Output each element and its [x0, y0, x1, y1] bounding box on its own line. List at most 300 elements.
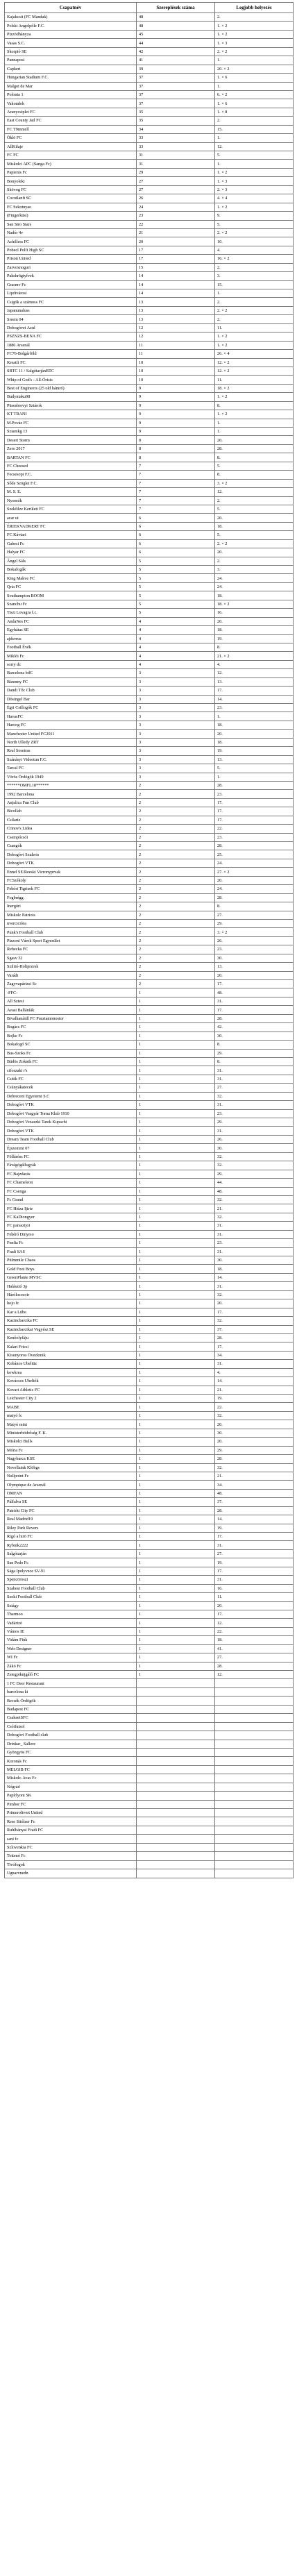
best-placement-cell: 32. — [215, 1092, 294, 1100]
best-placement-cell: 31. — [215, 1247, 294, 1256]
best-placement-cell: 4. — [215, 246, 294, 254]
best-placement-cell: 5. — [215, 220, 294, 228]
team-name-cell: Dobogóvi Vasgyár Torna Klub 1910 — [5, 1109, 137, 1118]
best-placement-cell: 4. × 4 — [215, 194, 294, 203]
table-row — [5, 816, 294, 824]
best-placement-cell — [215, 1705, 294, 1713]
team-name-cell: Pülmmile Chaos — [5, 1256, 137, 1265]
table-row — [5, 539, 294, 548]
best-placement-cell: 29. — [215, 919, 294, 927]
team-name-cell: sani fc — [5, 1835, 137, 1843]
best-placement-cell — [215, 1731, 294, 1740]
table-body — [5, 13, 294, 1878]
best-placement-cell: 32. — [215, 1213, 294, 1221]
table-row — [5, 876, 294, 884]
appearances-cell: 1 — [137, 1386, 215, 1394]
team-name-cell: Real Madrid19 — [5, 1515, 137, 1524]
appearances-cell: 1 — [137, 1290, 215, 1299]
appearances-cell: 27 — [137, 177, 215, 185]
best-placement-cell — [215, 1714, 294, 1722]
appearances-cell: 13 — [137, 315, 215, 323]
table-row — [5, 134, 294, 142]
best-placement-cell: 2. — [215, 298, 294, 306]
table-row — [5, 341, 294, 349]
appearances-cell — [137, 1740, 215, 1748]
table-row — [5, 151, 294, 160]
team-name-cell: Dobogóvi Szuleris — [5, 850, 137, 859]
best-placement-cell: 1. × 2 — [215, 30, 294, 38]
appearances-cell: 1 — [137, 1671, 215, 1679]
appearances-cell: 1 — [137, 1368, 215, 1377]
team-name-cell: MABE — [5, 1403, 137, 1411]
best-placement-cell — [215, 1687, 294, 1696]
appearances-cell: 5 — [137, 582, 215, 591]
table-row — [5, 479, 294, 487]
best-placement-cell — [215, 1679, 294, 1687]
team-name-cell: Achilless FC — [5, 237, 137, 246]
best-placement-cell — [215, 1869, 294, 1878]
table-row — [5, 1533, 294, 1541]
table-row — [5, 1662, 294, 1670]
team-name-cell: Pimbor FC — [5, 1800, 137, 1808]
team-name-cell: Bojke Fc — [5, 1032, 137, 1040]
appearances-cell: 6 — [137, 522, 215, 530]
table-row — [5, 1006, 294, 1014]
table-row — [5, 1429, 294, 1437]
appearances-cell — [137, 1826, 215, 1834]
appearances-cell: 5 — [137, 574, 215, 582]
best-placement-cell: 1. — [215, 56, 294, 65]
team-name-cell: Bogács FC — [5, 1023, 137, 1032]
table-row — [5, 936, 294, 945]
best-placement-cell: 16. × 2 — [215, 255, 294, 263]
appearances-cell: 2 — [137, 911, 215, 919]
appearances-cell: 2 — [137, 790, 215, 798]
table-row — [5, 928, 294, 936]
team-name-cell: SBTC 11 / SalgótarjánBTC — [5, 367, 137, 375]
appearances-cell: 5 — [137, 591, 215, 600]
best-placement-cell: 5. — [215, 764, 294, 773]
appearances-cell: 1 — [137, 1455, 215, 1463]
table-row — [5, 1549, 294, 1558]
best-placement-cell: 24. — [215, 582, 294, 591]
team-name-cell: Leichester City 2 — [5, 1395, 137, 1403]
table-row — [5, 954, 294, 962]
appearances-cell — [137, 1792, 215, 1800]
appearances-cell: 9 — [137, 401, 215, 410]
team-name-cell: Sziágy — [5, 1601, 137, 1610]
best-placement-cell: 20. × 2 — [215, 65, 294, 73]
best-placement-cell: 30. — [215, 1256, 294, 1265]
team-name-cell: Tarcal FC — [5, 764, 137, 773]
best-placement-cell: 5. — [215, 151, 294, 160]
team-name-cell: Nyomók — [5, 496, 137, 505]
team-name-cell: Büdös Zoknik FC — [5, 1057, 137, 1066]
appearances-cell — [137, 1687, 215, 1696]
table-row — [5, 306, 294, 314]
table-row — [5, 1308, 294, 1316]
appearances-cell: 3 — [137, 755, 215, 764]
table-row — [5, 1671, 294, 1679]
table-row — [5, 798, 294, 807]
best-placement-cell: 17. — [215, 687, 294, 695]
team-name-cell: Zsiegpiknjgáló FC — [5, 1671, 137, 1679]
appearances-cell: 1 — [137, 1118, 215, 1127]
appearances-cell: 5 — [137, 566, 215, 574]
best-placement-cell: 31. — [215, 1066, 294, 1075]
best-placement-cell: 28. — [215, 1014, 294, 1022]
best-placement-cell — [215, 1835, 294, 1843]
table-row — [5, 428, 294, 436]
table-row — [5, 1740, 294, 1748]
appearances-cell: 11 — [137, 341, 215, 349]
best-placement-cell: 8. — [215, 401, 294, 410]
team-name-cell: Ugnarvnedn — [5, 1869, 137, 1878]
team-name-cell: Dobogóvi Football club — [5, 1731, 137, 1740]
appearances-cell: 1 — [137, 1049, 215, 1057]
table-row — [5, 548, 294, 557]
appearances-cell: 39 — [137, 65, 215, 73]
appearances-cell: 1 — [137, 1247, 215, 1256]
table-row — [5, 643, 294, 651]
team-name-cell: Sziamkg 13 — [5, 428, 137, 436]
appearances-cell: 2 — [137, 945, 215, 954]
best-placement-cell: 27. — [215, 1549, 294, 1558]
best-placement-cell: 28. — [215, 781, 294, 789]
appearances-cell — [137, 1748, 215, 1756]
appearances-cell: 10 — [137, 376, 215, 384]
best-placement-cell: 18. — [215, 1636, 294, 1644]
team-name-cell: Fc Grand — [5, 1195, 137, 1204]
appearances-cell: 45 — [137, 30, 215, 38]
team-name-cell: All Sztesi — [5, 997, 137, 1005]
team-name-cell: Tivófogok — [5, 1860, 137, 1869]
best-placement-cell: 27. — [215, 1653, 294, 1662]
appearances-cell: 1 — [137, 1524, 215, 1532]
team-name-cell: nvercicióra — [5, 919, 137, 927]
appearances-cell: 1 — [137, 1576, 215, 1584]
appearances-cell: 2 — [137, 859, 215, 867]
team-name-cell: 1886 Arsenál — [5, 341, 137, 349]
team-name-cell: Csempócsói — [5, 833, 137, 841]
best-placement-cell — [215, 1852, 294, 1860]
appearances-cell: 3 — [137, 738, 215, 746]
team-name-cell: Csangók — [5, 842, 137, 850]
team-name-cell: Drinkar_ Sallere — [5, 1740, 137, 1748]
column-header-best-placement: Legjobb helyezés — [215, 3, 294, 13]
appearances-cell — [137, 1697, 215, 1705]
best-placement-cell: 12. × 2 — [215, 367, 294, 375]
table-row — [5, 1438, 294, 1446]
table-row — [5, 1144, 294, 1152]
best-placement-cell: 2. — [215, 315, 294, 323]
table-row — [5, 842, 294, 850]
team-name-cell: Kenőolyfáju — [5, 1333, 137, 1342]
team-name-cell: ÉRIEKVADKERT FC — [5, 522, 137, 530]
appearances-cell: 41 — [137, 56, 215, 65]
appearances-cell: 20 — [137, 237, 215, 246]
team-name-cell: Lipótvárosi — [5, 289, 137, 298]
best-placement-cell: 5. — [215, 531, 294, 539]
appearances-cell: 1 — [137, 1084, 215, 1092]
best-placement-cell: 4. — [215, 660, 294, 668]
team-name-cell: Fecsesopi F.C. — [5, 471, 137, 479]
table-row — [5, 13, 294, 22]
table-row — [5, 1256, 294, 1265]
table-row — [5, 471, 294, 479]
team-name-cell: Ruhlbányai Fradi FC — [5, 1826, 137, 1834]
best-placement-cell: 11. — [215, 1593, 294, 1601]
best-placement-cell: 3. × 2 — [215, 928, 294, 936]
team-name-cell: San Siro Stars — [5, 220, 137, 228]
table-row — [5, 988, 294, 997]
appearances-cell: 15 — [137, 263, 215, 271]
best-placement-cell: 32. — [215, 1195, 294, 1204]
table-row — [5, 738, 294, 746]
team-name-cell: North Ulledy ZRT — [5, 738, 137, 746]
team-name-cell: Vidám Fiúk — [5, 1636, 137, 1644]
column-header-appearances: Szereplések száma — [137, 3, 215, 13]
best-placement-cell: 1. — [215, 82, 294, 90]
appearances-cell: 1 — [137, 1463, 215, 1472]
table-row — [5, 237, 294, 246]
best-placement-cell: 15. — [215, 125, 294, 133]
best-placement-cell: 19. — [215, 1558, 294, 1567]
table-row — [5, 212, 294, 220]
best-placement-cell: 1. × 3 — [215, 39, 294, 47]
appearances-cell — [137, 1731, 215, 1740]
best-placement-cell: 27. — [215, 911, 294, 919]
table-row — [5, 1299, 294, 1308]
best-placement-cell — [215, 1809, 294, 1817]
best-placement-cell: 20. — [215, 617, 294, 625]
team-name-cell: Varádi — [5, 971, 137, 979]
table-row — [5, 1774, 294, 1783]
appearances-cell: 1 — [137, 1213, 215, 1221]
appearances-cell: 5 — [137, 609, 215, 617]
team-name-cell: East County Jail FC — [5, 117, 137, 125]
table-row — [5, 1506, 294, 1515]
team-name-cell: Bus-Szoks Fc — [5, 1049, 137, 1057]
table-row — [5, 1109, 294, 1118]
team-name-cell: Papienis Fc — [5, 168, 137, 176]
team-name-cell: Dobogóvi VTK — [5, 859, 137, 867]
table-row — [5, 980, 294, 988]
team-name-cell: Football Évék — [5, 643, 137, 651]
appearances-cell: 1 — [137, 1135, 215, 1143]
best-placement-cell: 19. — [215, 634, 294, 643]
appearances-cell: 3 — [137, 747, 215, 755]
table-row — [5, 1731, 294, 1740]
team-name-cell: FC Cheesed — [5, 462, 137, 470]
table-row — [5, 1826, 294, 1834]
best-placement-cell: 12. — [215, 1619, 294, 1627]
table-row — [5, 30, 294, 38]
best-placement-cell: 31. — [215, 997, 294, 1005]
best-placement-cell: 23. — [215, 945, 294, 954]
appearances-cell — [137, 1757, 215, 1765]
best-placement-cell: 22. — [215, 1403, 294, 1411]
best-placement-cell: 1. × 8 — [215, 108, 294, 116]
table-row — [5, 807, 294, 816]
appearances-cell: 1 — [137, 1584, 215, 1592]
best-placement-cell: 3. × 2 — [215, 479, 294, 487]
appearances-cell — [137, 1705, 215, 1713]
table-row — [5, 1515, 294, 1524]
team-name-cell: Pizzödhányza — [5, 30, 137, 38]
table-row — [5, 168, 294, 176]
appearances-cell: 11 — [137, 350, 215, 358]
best-placement-cell: 28. — [215, 893, 294, 902]
table-row — [5, 367, 294, 375]
team-name-cell: (Fingerküsi) — [5, 212, 137, 220]
team-name-cell: Bokafogák — [5, 566, 137, 574]
appearances-cell: 26 — [137, 194, 215, 203]
table-row — [5, 1213, 294, 1221]
appearances-cell: 5 — [137, 600, 215, 608]
team-name-cell: ajdsvrus — [5, 634, 137, 643]
table-row — [5, 358, 294, 367]
team-name-cell: Öklö FC — [5, 134, 137, 142]
team-name-cell: Cocotlanfi SC — [5, 194, 137, 203]
table-row — [5, 1757, 294, 1765]
team-name-cell: Malgot de Mar — [5, 82, 137, 90]
appearances-cell: 1 — [137, 1593, 215, 1601]
table-row — [5, 1290, 294, 1299]
appearances-cell: 1 — [137, 1411, 215, 1420]
team-name-cell: Kisunyoros Övezkmik — [5, 1351, 137, 1359]
best-placement-cell: 17. — [215, 798, 294, 807]
appearances-cell: 14 — [137, 272, 215, 280]
table-row — [5, 289, 294, 298]
team-name-cell: Skorpió SE — [5, 47, 137, 56]
appearances-cell: 2 — [137, 885, 215, 893]
team-name-cell: Miskolci APC (Sanga Fc) — [5, 160, 137, 168]
table-row — [5, 1057, 294, 1066]
team-name-cell: -FFC- — [5, 988, 137, 997]
team-name-cell: Tiszi Lovagra f.c. — [5, 609, 137, 617]
best-placement-cell: 2. × 2 — [215, 539, 294, 548]
best-placement-cell: 29. — [215, 1049, 294, 1057]
best-placement-cell: 1. — [215, 773, 294, 781]
team-name-cell: Dobogóvi VTK — [5, 1101, 137, 1109]
best-placement-cell: 44. — [215, 1179, 294, 1187]
appearances-cell: 2 — [137, 876, 215, 884]
appearances-cell — [137, 1852, 215, 1860]
team-stats-table — [4, 2, 294, 1878]
appearances-cell: 3 — [137, 712, 215, 721]
team-name-cell: Vámos IE — [5, 1627, 137, 1635]
table-row — [5, 1792, 294, 1800]
table-row — [5, 868, 294, 876]
table-row — [5, 634, 294, 643]
best-placement-cell: 8. — [215, 902, 294, 911]
best-placement-cell: 42. — [215, 1023, 294, 1032]
best-placement-cell: 1. × 2 — [215, 168, 294, 176]
best-placement-cell: 30. — [215, 1032, 294, 1040]
table-row — [5, 617, 294, 625]
table-row — [5, 963, 294, 971]
best-placement-cell: 20. — [215, 876, 294, 884]
best-placement-cell: 1. — [215, 134, 294, 142]
table-row — [5, 220, 294, 228]
table-row — [5, 453, 294, 462]
team-name-cell: Nullpoint Fc — [5, 1472, 137, 1480]
team-name-cell: Sága Ipolyvece SV-91 — [5, 1567, 137, 1575]
team-name-cell: Szlovenkia FC — [5, 1843, 137, 1851]
best-placement-cell: 17. — [215, 980, 294, 988]
table-row — [5, 1325, 294, 1333]
best-placement-cell — [215, 1748, 294, 1756]
best-placement-cell: 16. — [215, 609, 294, 617]
table-row — [5, 1152, 294, 1161]
appearances-cell: 2 — [137, 963, 215, 971]
team-name-cell: Rebecka FC — [5, 945, 137, 954]
best-placement-cell: 31. — [215, 1222, 294, 1230]
appearances-cell: 9 — [137, 428, 215, 436]
appearances-cell: 1 — [137, 1066, 215, 1075]
team-name-cell: Zákó Fc — [5, 1662, 137, 1670]
appearances-cell — [137, 1869, 215, 1878]
appearances-cell — [137, 1843, 215, 1851]
appearances-cell: 1 — [137, 1144, 215, 1152]
table-row — [5, 790, 294, 798]
appearances-cell: 8 — [137, 453, 215, 462]
best-placement-cell: 22. — [215, 825, 294, 833]
table-row — [5, 660, 294, 668]
appearances-cell: 35 — [137, 108, 215, 116]
appearances-cell: 1 — [137, 1308, 215, 1316]
best-placement-cell: 17. — [215, 816, 294, 824]
team-name-cell: San Pedo Fc — [5, 1558, 137, 1567]
team-name-cell: Papírlyoni SK — [5, 1792, 137, 1800]
appearances-cell: 9 — [137, 410, 215, 419]
table-row — [5, 1118, 294, 1127]
appearances-cell: 1 — [137, 1092, 215, 1100]
team-name-cell: Fehéró Dinyrso — [5, 1230, 137, 1238]
appearances-cell — [137, 1817, 215, 1826]
team-name-cell: Miskolc Patriots — [5, 911, 137, 919]
team-name-cell: Budyntaku98 — [5, 393, 137, 401]
appearances-cell: 1 — [137, 1299, 215, 1308]
best-placement-cell: 31. — [215, 1282, 294, 1290]
team-name-cell: GreenPlante MVSC — [5, 1273, 137, 1281]
table-row — [5, 350, 294, 358]
table-row — [5, 1653, 294, 1662]
table-row — [5, 1333, 294, 1342]
best-placement-cell: 20. — [215, 730, 294, 738]
appearances-cell: 29 — [137, 168, 215, 176]
appearances-cell: 1 — [137, 1187, 215, 1195]
best-placement-cell: 19. — [215, 747, 294, 755]
table-row — [5, 1765, 294, 1774]
team-name-cell: Manchester United FC2011 — [5, 730, 137, 738]
table-row — [5, 1239, 294, 1247]
table-row — [5, 1222, 294, 1230]
team-name-cell: FC FC — [5, 151, 137, 160]
team-name-cell: Kajakcsit (FC Mandak) — [5, 13, 137, 22]
appearances-cell: 1 — [137, 1006, 215, 1014]
team-name-cell: Bánomy FC — [5, 677, 137, 686]
best-placement-cell: 5. — [215, 505, 294, 513]
appearances-cell: 1 — [137, 1472, 215, 1480]
appearances-cell: 1 — [137, 1558, 215, 1567]
best-placement-cell — [215, 1740, 294, 1748]
team-name-cell: cifoszaki r's — [5, 1066, 137, 1075]
table-row — [5, 1783, 294, 1791]
table-row — [5, 1446, 294, 1454]
appearances-cell — [137, 1679, 215, 1687]
